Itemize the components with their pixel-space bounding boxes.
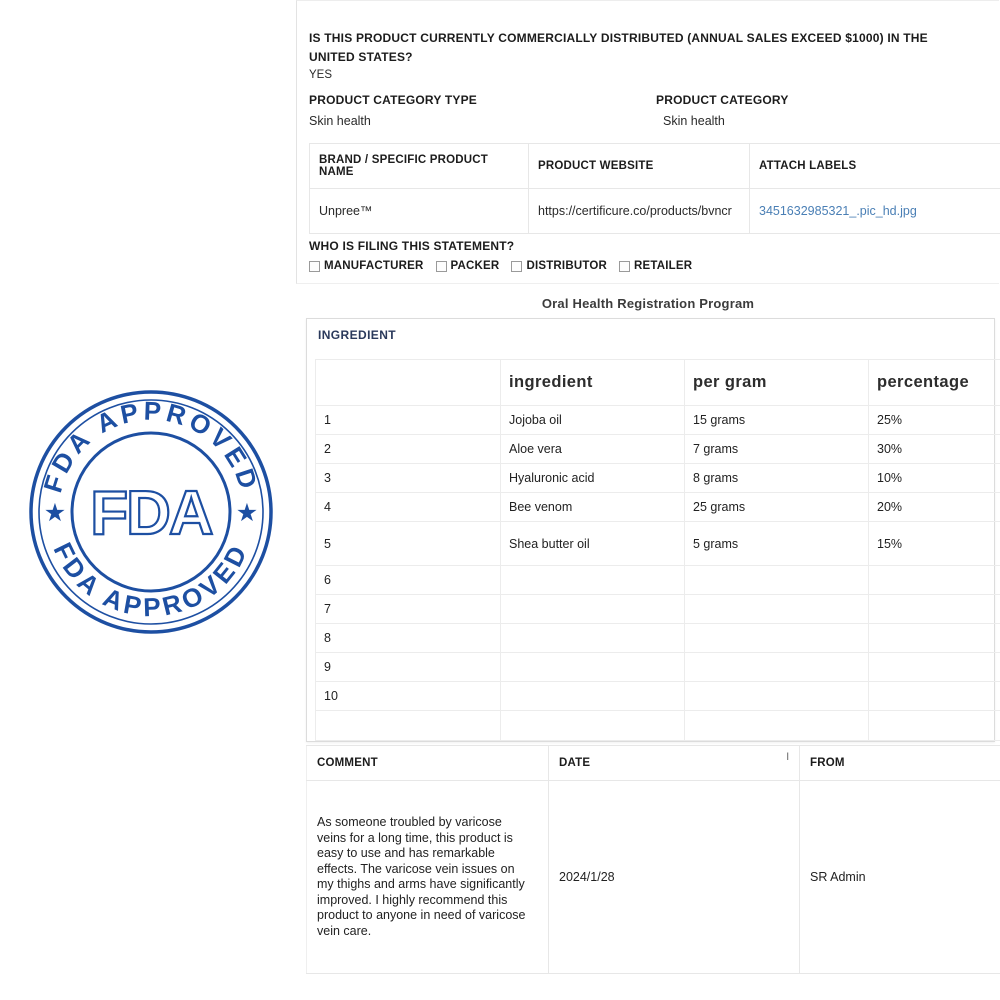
retailer-checkbox[interactable] xyxy=(619,261,630,272)
ingredient-row xyxy=(316,595,1000,624)
distribution-answer: YES xyxy=(309,69,333,81)
per-gram-value xyxy=(685,653,869,682)
per-gram-value xyxy=(685,595,869,624)
brand-product-table xyxy=(309,143,1000,234)
ingredient-number-header xyxy=(316,360,501,406)
ingredient-row xyxy=(316,406,1000,435)
percentage-header: percentage xyxy=(869,360,1000,406)
percentage-value xyxy=(869,624,1000,653)
ingredient-row xyxy=(316,682,1000,711)
brand-name-value: Unpree™ xyxy=(310,189,529,234)
product-category-label: PRODUCT CATEGORY xyxy=(656,93,789,107)
packer-label: PACKER xyxy=(450,260,500,272)
ingredient-name xyxy=(501,653,685,682)
from-cell: SR Admin xyxy=(800,781,1000,974)
fda-logo-text: FDA xyxy=(90,479,212,548)
product-website-value: https://certificure.co/products/bvncr xyxy=(529,189,750,234)
row-number: 3 xyxy=(316,464,501,493)
percentage-value: 15% xyxy=(869,522,1000,566)
ingredient-name-header: ingredient xyxy=(501,360,685,406)
brand-table-data-row xyxy=(310,189,1000,234)
comment-table xyxy=(306,745,1000,974)
percentage-value xyxy=(869,595,1000,624)
percentage-value xyxy=(869,653,1000,682)
per-gram-value: 25 grams xyxy=(685,493,869,522)
row-number: 4 xyxy=(316,493,501,522)
row-number: 5 xyxy=(316,522,501,566)
percentage-value: 10% xyxy=(869,464,1000,493)
ingredient-row xyxy=(316,522,1000,566)
retailer-option xyxy=(619,260,692,272)
per-gram-value xyxy=(685,566,869,595)
product-category-value: Skin health xyxy=(663,114,725,128)
distributor-option xyxy=(511,260,607,272)
attached-label-file-link[interactable]: 3451632985321_.pic_hd.jpg xyxy=(759,204,917,218)
per-gram-value: 5 grams xyxy=(685,522,869,566)
ingredient-row xyxy=(316,493,1000,522)
percentage-value: 25% xyxy=(869,406,1000,435)
date-header xyxy=(549,746,800,781)
comment-cell xyxy=(307,781,549,974)
ingredient-row xyxy=(316,624,1000,653)
per-gram-value xyxy=(685,624,869,653)
comment-text: As someone troubled by varicose veins for a long time, this product is easy to use and has remarkable effects. The varicose vein issues on my thighs and arms have significantly improved. I highly recommend this product to anyone in need of varicose vein care. xyxy=(317,815,526,938)
ingredient-name: Bee venom xyxy=(501,493,685,522)
ingredient-section xyxy=(306,318,995,742)
ingredient-name: Hyaluronic acid xyxy=(501,464,685,493)
program-title: Oral Health Registration Program xyxy=(541,296,755,311)
ingredient-name xyxy=(501,566,685,595)
product-category-type-value: Skin health xyxy=(309,114,371,128)
row-number: 2 xyxy=(316,435,501,464)
row-number: 8 xyxy=(316,624,501,653)
ingredient-section-label: INGREDIENT xyxy=(318,328,397,342)
ingredient-name xyxy=(501,595,685,624)
star-right-icon: ★ xyxy=(235,499,259,527)
fda-approved-stamp xyxy=(21,382,281,642)
product-category-type-label: PRODUCT CATEGORY TYPE xyxy=(309,93,477,107)
percentage-value xyxy=(869,566,1000,595)
distribution-section xyxy=(296,0,999,284)
from-header: FROM xyxy=(800,746,1000,781)
distributor-label: DISTRIBUTOR xyxy=(526,260,608,272)
ingredient-name: Jojoba oil xyxy=(501,406,685,435)
manufacturer-checkbox[interactable] xyxy=(309,261,320,272)
attach-labels-header: ATTACH LABELS xyxy=(750,144,1000,189)
row-number: 10 xyxy=(316,682,501,711)
ingredient-row xyxy=(316,653,1000,682)
percentage-value: 30% xyxy=(869,435,1000,464)
star-left-icon: ★ xyxy=(43,499,67,527)
filing-question: WHO IS FILING THIS STATEMENT? xyxy=(309,239,515,253)
comment-header-row xyxy=(307,746,1000,781)
percentage-value: 20% xyxy=(869,493,1000,522)
brand-name-header: BRAND / SPECIFIC PRODUCT NAME xyxy=(310,144,529,189)
packer-checkbox[interactable] xyxy=(436,261,447,272)
date-header-label: DATE xyxy=(559,757,591,769)
stamp-arc-bottom-text: FDA APPROVED xyxy=(47,537,255,623)
ingredient-row xyxy=(316,435,1000,464)
distribution-question: IS THIS PRODUCT CURRENTLY COMMERCIALLY DISTRIBUTED (ANNUAL SALES EXCEED $1000) IN THE UNITED STATES? xyxy=(309,31,928,64)
ingredient-header-row xyxy=(316,360,1000,406)
ingredient-row xyxy=(316,566,1000,595)
ingredient-table xyxy=(315,359,1000,741)
row-number: 9 xyxy=(316,653,501,682)
per-gram-value xyxy=(685,682,869,711)
retailer-label: RETAILER xyxy=(634,260,693,272)
ingredient-row xyxy=(316,464,1000,493)
date-header-mark: l xyxy=(786,752,789,763)
ingredient-name xyxy=(501,624,685,653)
comment-header: COMMENT xyxy=(307,746,549,781)
per-gram-value: 7 grams xyxy=(685,435,869,464)
per-gram-value: 8 grams xyxy=(685,464,869,493)
brand-table-header-row xyxy=(310,144,1000,189)
distributor-checkbox[interactable] xyxy=(511,261,522,272)
manufacturer-option xyxy=(309,260,424,272)
per-gram-value: 15 grams xyxy=(685,406,869,435)
ingredient-name xyxy=(501,682,685,711)
per-gram-header: per gram xyxy=(685,360,869,406)
manufacturer-label: MANUFACTURER xyxy=(324,260,424,272)
ingredient-name: Aloe vera xyxy=(501,435,685,464)
row-number: 7 xyxy=(316,595,501,624)
filing-options-row xyxy=(309,260,692,272)
percentage-value xyxy=(869,682,1000,711)
row-number: 1 xyxy=(316,406,501,435)
ingredient-name: Shea butter oil xyxy=(501,522,685,566)
row-number: 6 xyxy=(316,566,501,595)
date-cell: 2024/1/28 xyxy=(549,781,800,974)
product-website-header: PRODUCT WEBSITE xyxy=(529,144,750,189)
ingredient-filler-row xyxy=(316,711,1000,741)
stamp-arc-top-text: FDA APPROVED xyxy=(37,395,265,496)
packer-option xyxy=(436,260,500,272)
comment-data-row xyxy=(307,781,1000,974)
